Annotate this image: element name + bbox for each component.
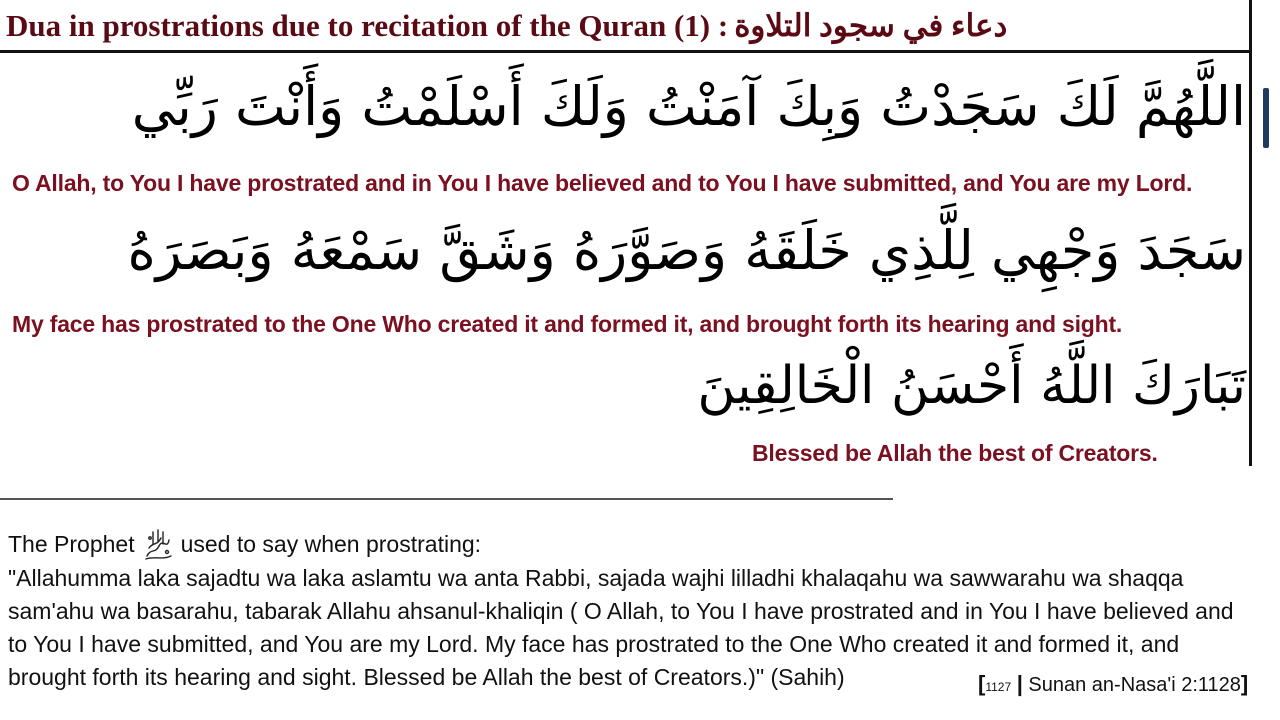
translation-2: My face has prostrated to the One Who created it and formed it, and brought forth its hearing and sight. [12,311,1123,337]
reference-separator: | [1016,671,1023,696]
reference-number: 1127 [985,680,1012,694]
reference-source: Sunan an-Nasa'i 2:1128 [1028,674,1241,696]
translation-1: O Allah, to You I have prostrated and in You I have believed and to You I have submitted, and You are my Lord. [12,170,1193,196]
title-underline [0,50,1252,53]
narration-prefix: The Prophet [8,530,135,557]
arabic-verse-1: اللَّهُمَّ لَكَ سَجَدْتُ وَبِكَ آمَنْتُ وَلَكَ أَسْلَمْتُ وَأَنْتَ رَبِّي [131,75,1246,138]
arabic-verse-3: تَبَارَكَ اللَّهُ أَحْسَنُ الْخَالِقِينَ [697,356,1246,416]
right-border-line [1249,0,1252,466]
arabic-verse-2: سَجَدَ وَجْهِي لِلَّذِي خَلَقَهُ وَصَوَّرَهُ وَشَقَّ سَمْعَهُ وَبَصَرَهُ [127,219,1246,282]
reference-close-bracket: ] [1240,671,1249,696]
narration-intro [8,526,481,562]
hadith-reference [978,671,1248,697]
reference-open-bracket: [ [978,671,986,696]
narration-text: "Allahumma laka sajadtu wa laka aslamtu wa anta Rabbi, sajada wajhi lilladhi khalaqahu wa sawwarahu wa shaqqa sam'ahu wa basarahu, tabarak Allahu ahsanul-khaliqin ( O Allah, to You I have prostrated and in You I have believed and to You I have submitted, and You are my Lord. My face has prostrated to the One Who created it and formed it, and brought forth its hearing and sight. Blessed be Allah the best of Creators.)" (Sahih) [8,565,1234,690]
pbuh-calligraphy-icon [141,526,175,562]
title-english: Dua in prostrations due to recitation of the Quran (1) : [6,8,729,43]
side-tab-marker [1263,88,1269,148]
page-title [6,6,1242,46]
translation-3: Blessed be Allah the best of Creators. [752,440,1158,466]
section-divider [0,498,893,500]
narration-suffix: used to say when prostrating: [180,530,482,557]
title-arabic: دعاء في سجود التلاوة [734,8,1008,43]
